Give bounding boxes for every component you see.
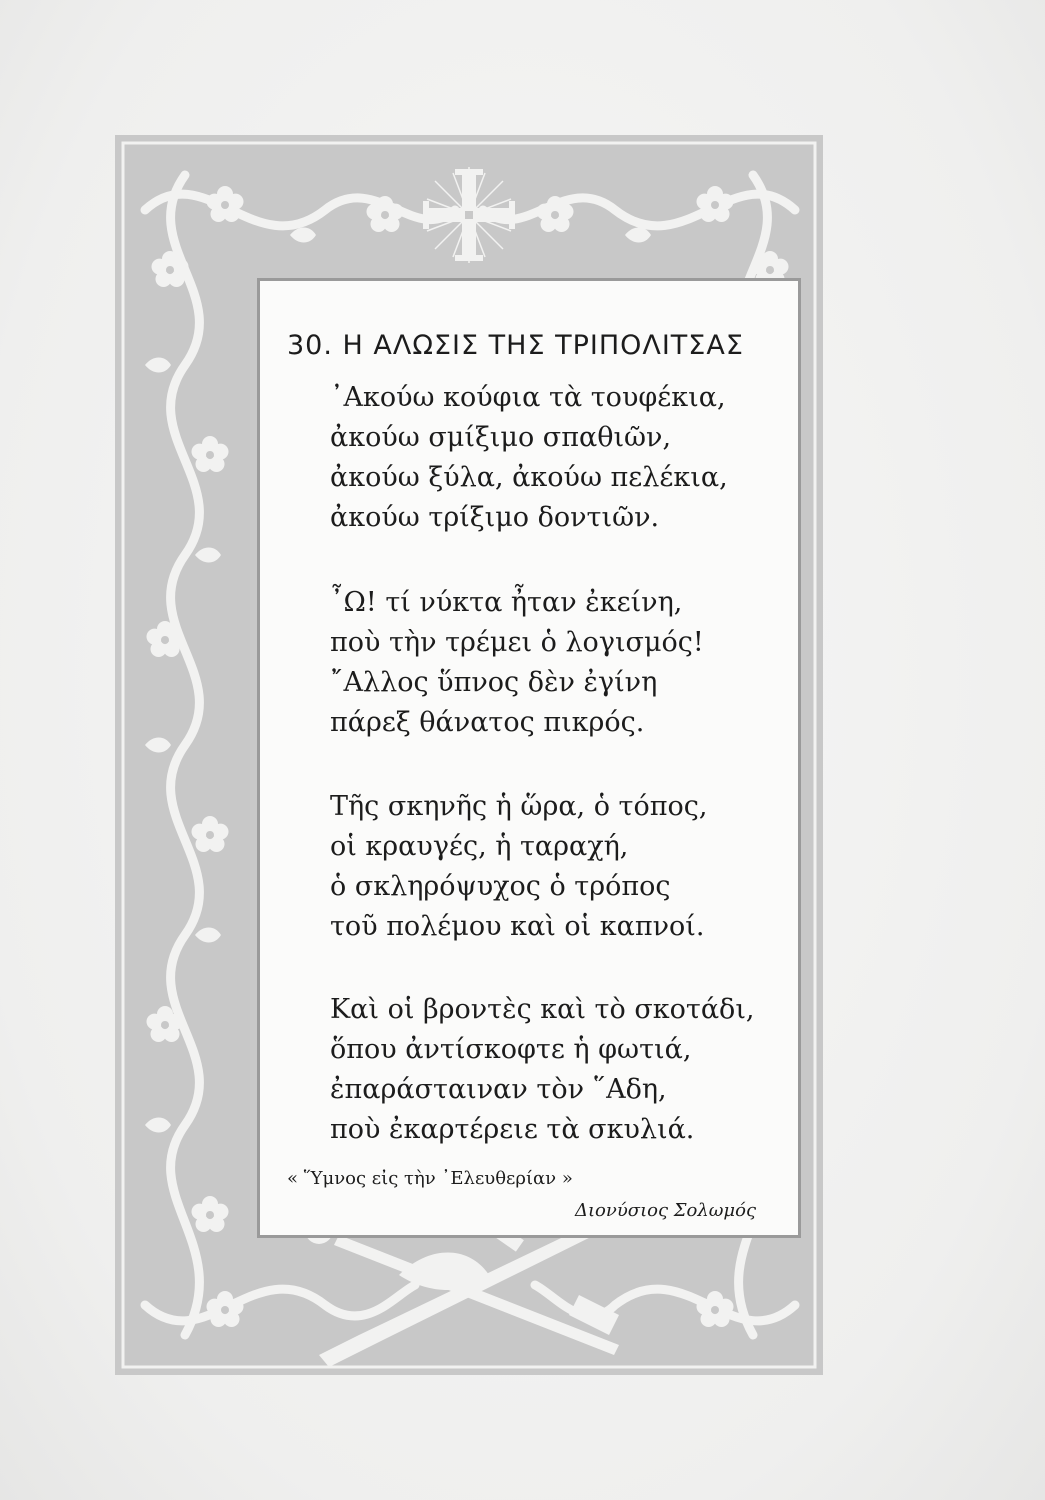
verse-line: ἐπαράσταιναν τὸν ῞Αδη, — [330, 1074, 667, 1105]
verse-line: ἀκούω τρίξιμο δοντιῶν. — [330, 502, 660, 533]
stanza — [330, 583, 800, 743]
stanza — [330, 787, 800, 947]
verse-line: ποὺ ἐκαρτέρειε τὰ σκυλιά. — [330, 1114, 695, 1145]
radiant-cross-icon — [423, 167, 515, 263]
verse-line: Τῆς σκηνῆς ἡ ὥρα, ὁ τόπος, — [330, 791, 708, 822]
stanza — [330, 378, 800, 538]
verse-line: οἱ κραυγές, ἡ ταραχή, — [330, 831, 629, 862]
verse-line: ῏Ω! τί νύκτα ἦταν ἐκείνη, — [330, 587, 683, 618]
poem-source: « Ὕμνος εἰς τὴν ᾿Ελευθερίαν » — [287, 1168, 573, 1189]
stanza — [330, 990, 800, 1150]
poem-title: 30. Η ΑΛΩΣΙΣ ΤΗΣ ΤΡΙΠΟΛΙΤΣΑΣ — [287, 330, 744, 362]
poem-author: Διονύσιος Σολωμός — [575, 1200, 757, 1221]
verse-line: τοῦ πολέμου καὶ οἱ καπνοί. — [330, 911, 705, 942]
verse-line: ῎Αλλος ὕπνος δὲν ἐγίνη — [330, 667, 658, 698]
verse-line: πάρεξ θάνατος πικρός. — [330, 707, 645, 738]
verse-line: ὅπου ἀντίσκοφτε ἡ φωτιά, — [330, 1034, 692, 1065]
verse-line: ἀκούω σμίξιμο σπαθιῶν, — [330, 422, 672, 453]
verse-line: ἀκούω ξύλα, ἀκούω πελέκια, — [330, 462, 728, 493]
verse-line: Καὶ οἱ βροντὲς καὶ τὸ σκοτάδι, — [330, 994, 755, 1025]
verse-line: ᾿Ακούω κούφια τὰ τουφέκια, — [330, 382, 726, 413]
verse-line: ὁ σκληρόψυχος ὁ τρόπος — [330, 871, 671, 902]
verse-line: ποὺ τὴν τρέμει ὁ λογισμός! — [330, 627, 704, 658]
